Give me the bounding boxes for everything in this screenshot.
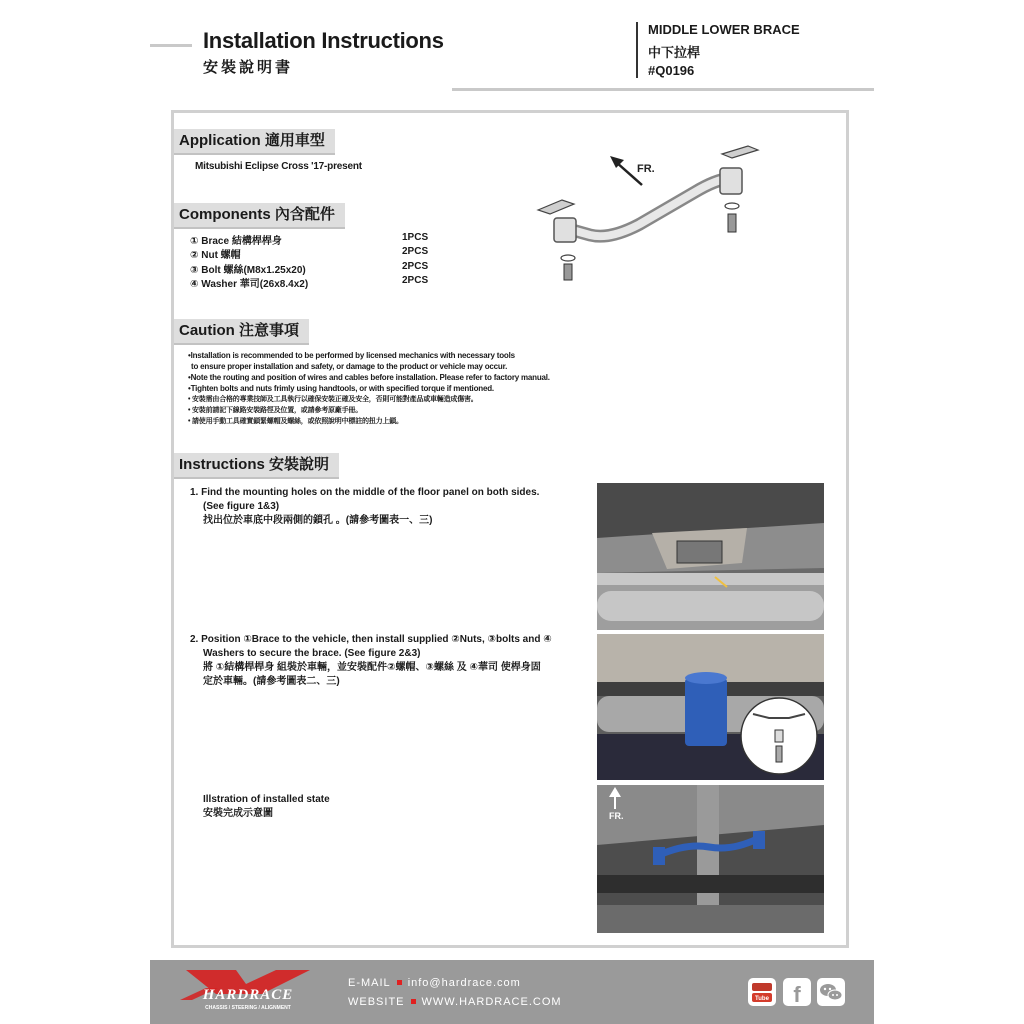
component-item: ② Nut 螺帽 bbox=[190, 250, 241, 261]
washer-left bbox=[561, 255, 575, 261]
svg-text:Tube: Tube bbox=[755, 996, 769, 1002]
step1-text-en-ref: (See figure 1&3) bbox=[203, 501, 280, 512]
brand-tagline: CHASSIS / STEERING / ALIGNMENT bbox=[205, 1005, 291, 1011]
brand-name: HARDRACE bbox=[202, 987, 294, 1003]
footer-website-row bbox=[348, 996, 562, 1008]
bullet-icon bbox=[397, 980, 402, 985]
component-qty: 2PCS bbox=[402, 261, 429, 272]
figure-3-photo bbox=[597, 785, 824, 933]
bullet-icon bbox=[411, 999, 416, 1004]
header-rule-left bbox=[150, 44, 192, 47]
washer-right bbox=[725, 203, 739, 209]
front-label: FR. bbox=[637, 163, 655, 175]
hardrace-logo bbox=[176, 966, 320, 1012]
instructions-heading: Instructions 安裝說明 bbox=[174, 453, 339, 479]
youtube-icon[interactable] bbox=[748, 978, 776, 1006]
caution-line: • 請使用手動工具確實鎖緊螺帽及螺絲，或依照說明中標註的扭力上鎖。 bbox=[188, 418, 403, 425]
components-heading: Components 內含配件 bbox=[174, 203, 345, 229]
caution-line: •Tighten bolts and nuts frimly using handtools, or with specified torque if mentioned. bbox=[188, 384, 494, 393]
component-item: ① Brace 結構桿桿身 bbox=[190, 236, 282, 247]
brace-end-blue bbox=[685, 678, 727, 746]
svg-text:f: f bbox=[793, 982, 801, 1006]
step1-text-en: 1. Find the mounting holes on the middle of the floor panel on both sides. bbox=[190, 487, 540, 498]
product-name: MIDDLE LOWER BRACE bbox=[648, 22, 800, 37]
email-link[interactable]: info@hardrace.com bbox=[407, 977, 521, 989]
front-label-photo: FR. bbox=[609, 811, 624, 821]
step3-text-en: Illstration of installed state bbox=[203, 794, 330, 805]
brace-end-right bbox=[720, 168, 742, 194]
vehicle-fitment: Mitsubishi Eclipse Cross '17-present bbox=[195, 161, 362, 172]
brace-diagram bbox=[530, 140, 770, 290]
brace-end-left bbox=[554, 218, 576, 242]
component-qty: 1PCS bbox=[402, 232, 429, 243]
component-item: ③ Bolt 螺絲(M8x1.25x20) bbox=[190, 265, 306, 276]
page-subtitle: 安裝說明書 bbox=[203, 59, 294, 76]
caution-line: • 安裝前請記下線路安裝路徑及位置，或請參考原廠手冊。 bbox=[188, 407, 362, 414]
component-item: ④ Washer 華司(26x8.4x2) bbox=[190, 279, 309, 290]
wechat-icon[interactable] bbox=[817, 978, 845, 1006]
part-number: #Q0196 bbox=[648, 63, 695, 78]
component-qty: 2PCS bbox=[402, 246, 429, 257]
caution-line: •Installation is recommended to be performed by licensed mechanics with necessary tools bbox=[188, 351, 515, 360]
figure-1-photo bbox=[597, 483, 824, 630]
facebook-icon[interactable] bbox=[783, 978, 811, 1006]
figure-2-photo bbox=[597, 634, 824, 780]
caution-line: •Note the routing and position of wires and cables before installation. Please refer to factory manual. bbox=[188, 373, 550, 382]
step1-text-zh: 找出位於車底中段兩側的鎖孔 。(請參考圖表一、三) bbox=[203, 515, 433, 526]
step2-text-en: 2. Position ①Brace to the vehicle, then install supplied ②Nuts, ③bolts and ④ bbox=[190, 634, 552, 645]
page-title: Installation Instructions bbox=[203, 28, 444, 53]
bolt-right bbox=[728, 214, 736, 232]
step2-text-zh: 將 ①結構桿桿身 組裝於車輛，並安裝配件②螺帽、③螺絲 及 ④華司 使桿身固 bbox=[203, 662, 541, 673]
bolt-left bbox=[564, 264, 572, 280]
website-link[interactable]: WWW.HARDRACE.COM bbox=[421, 996, 562, 1008]
header-divider bbox=[636, 22, 638, 78]
caution-heading: Caution 注意事項 bbox=[174, 319, 309, 345]
component-qty: 2PCS bbox=[402, 275, 429, 286]
caution-line: • 安裝需由合格的專業技師及工具執行以確保安裝正確及安全，否則可能對產品或車輛造成傷害。 bbox=[188, 396, 478, 403]
footer-email-row bbox=[348, 977, 521, 989]
step2-text-zh-2: 定於車輛。(請參考圖表二、三) bbox=[203, 676, 340, 687]
bracket-right bbox=[722, 146, 758, 158]
header-rule-bottom bbox=[452, 88, 874, 91]
step3-text-zh: 安裝完成示意圖 bbox=[203, 808, 273, 819]
website-label: WEBSITE bbox=[348, 996, 405, 1008]
product-name-zh: 中下拉桿 bbox=[648, 45, 701, 60]
step2-text-en-2: Washers to secure the brace. (See figure 2&3) bbox=[203, 648, 421, 659]
bracket-left bbox=[538, 200, 574, 214]
caution-line: to ensure proper installation and safety, or damage to the product or vehicle may occur. bbox=[191, 362, 508, 371]
application-heading: Application 適用車型 bbox=[174, 129, 335, 155]
email-label: E-MAIL bbox=[348, 977, 391, 989]
